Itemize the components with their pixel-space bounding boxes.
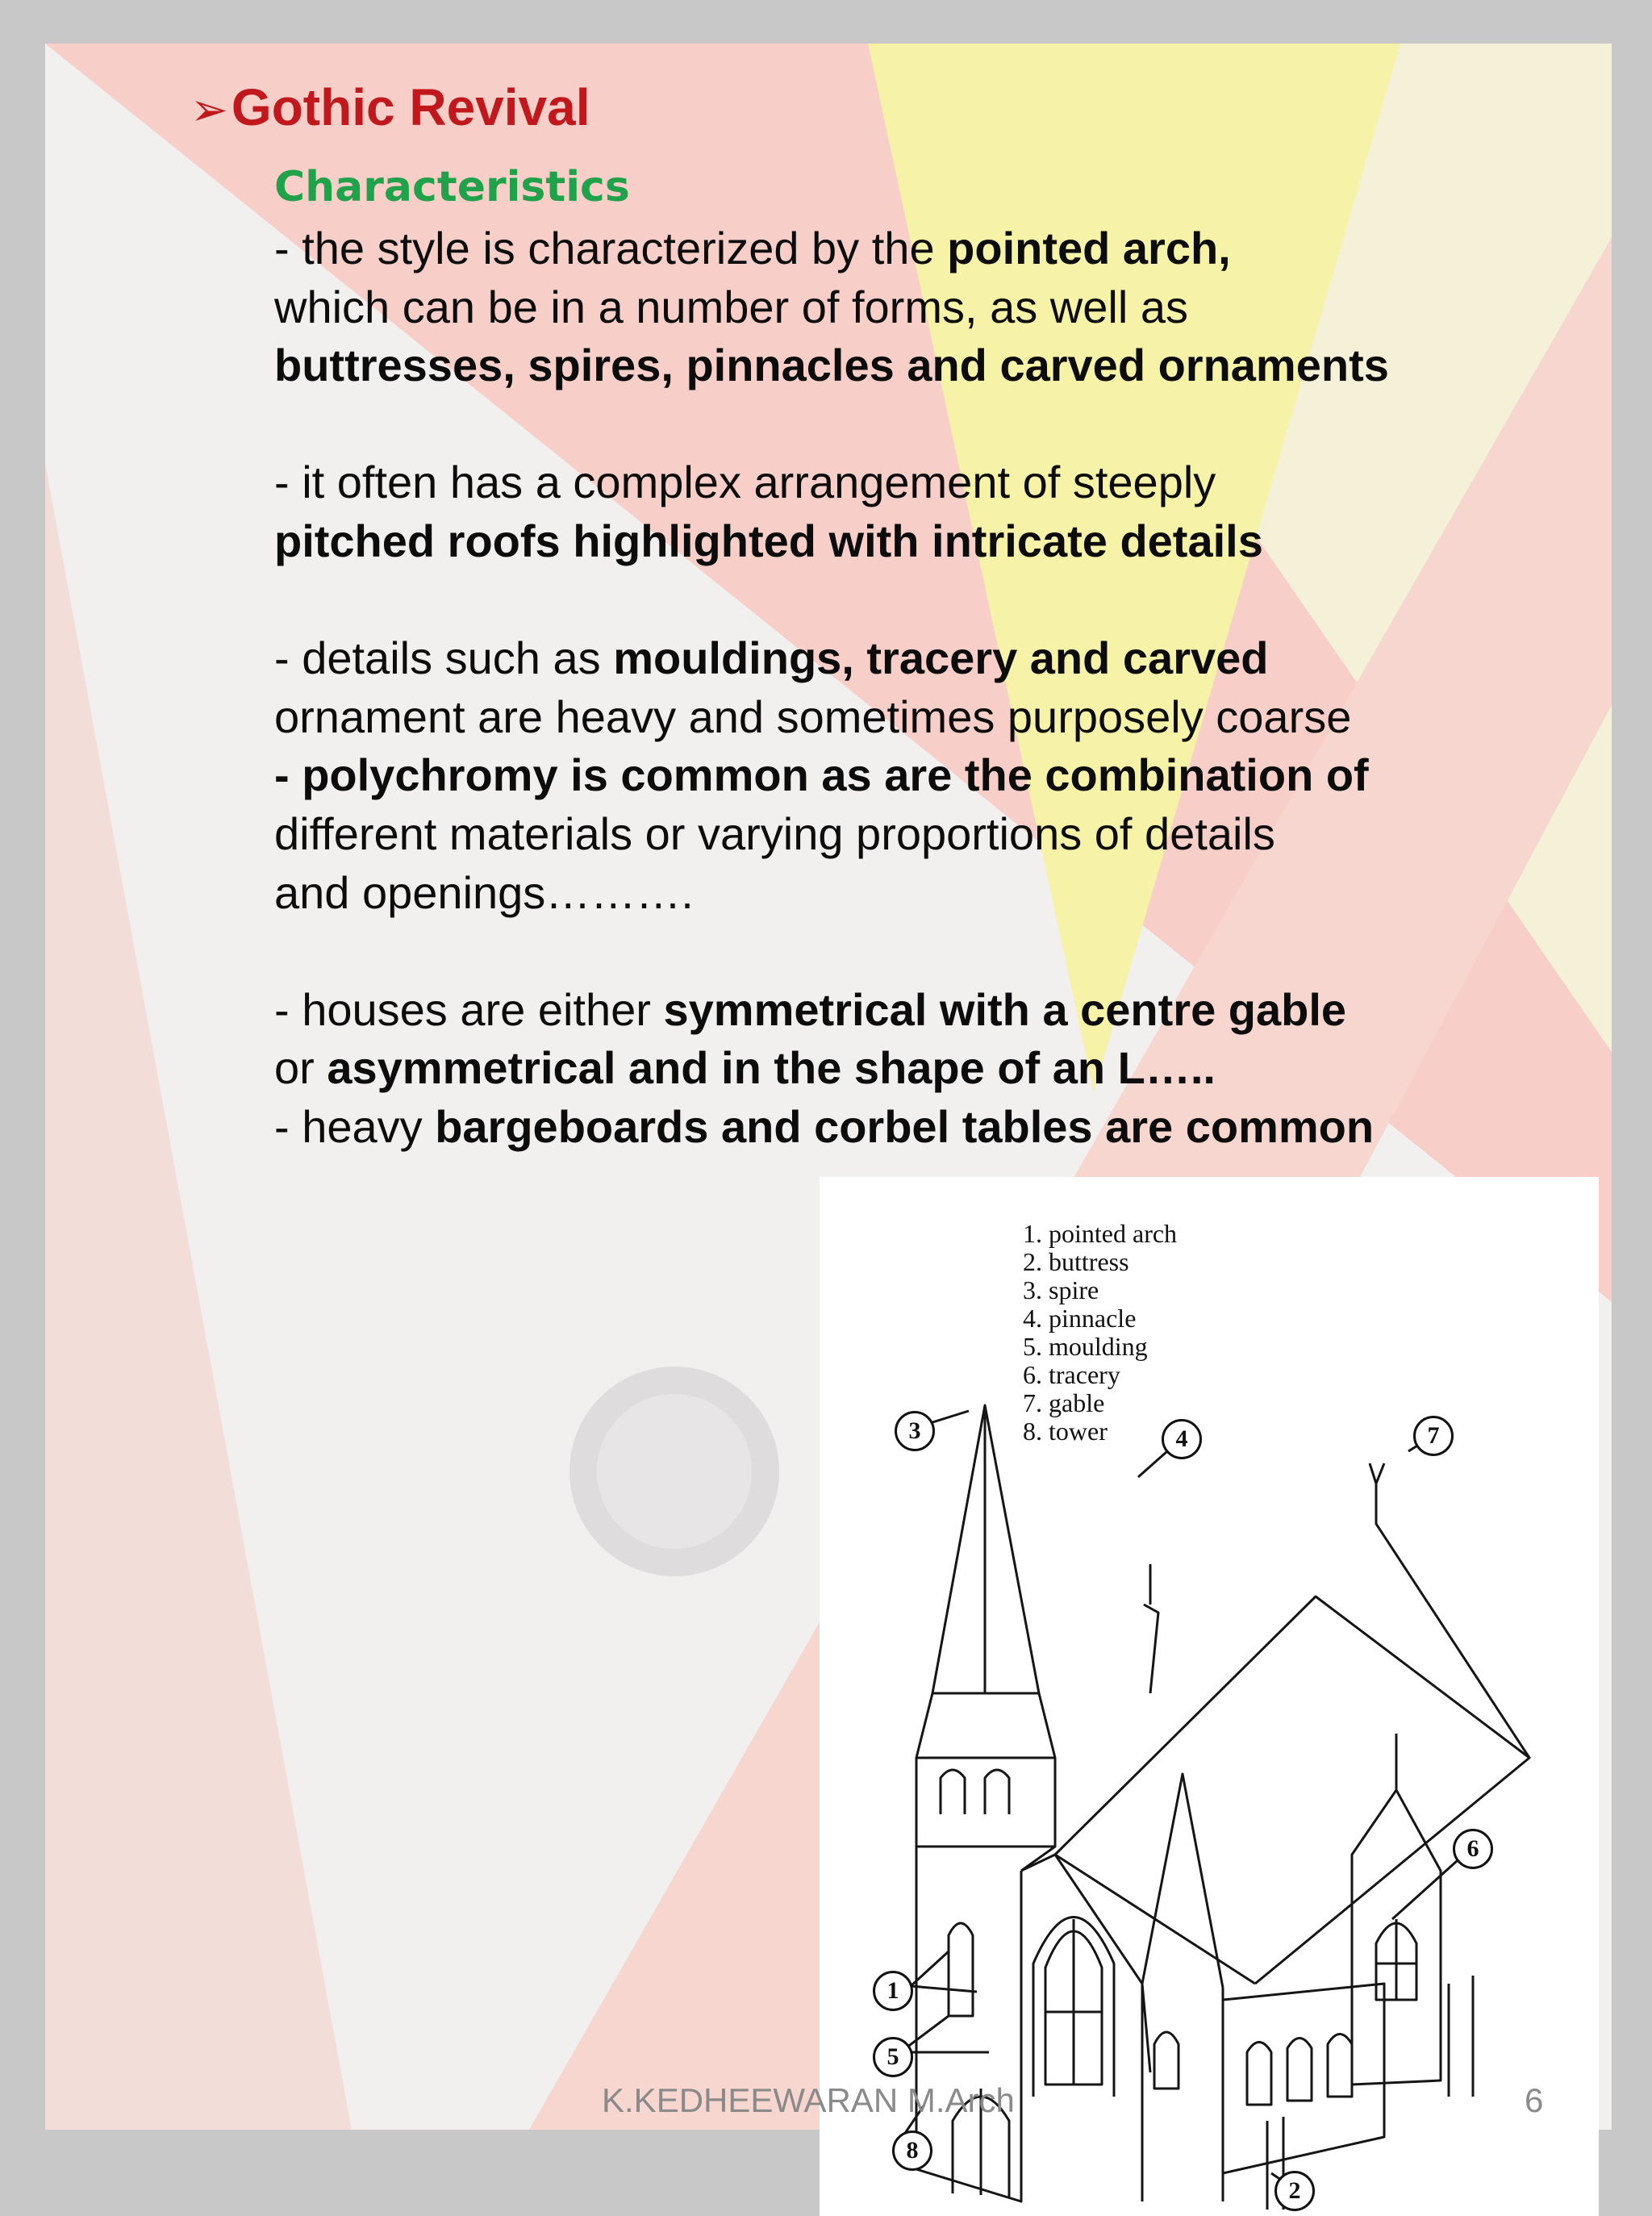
paragraph [274, 453, 1597, 570]
callout-6: 6 [1453, 1829, 1493, 1869]
text-line [274, 336, 1597, 395]
arrow-bullet-icon: ➢ [190, 84, 228, 135]
text-line [274, 864, 1597, 923]
legend-item: 5. moulding [1023, 1332, 1148, 1361]
text-line [274, 1039, 1597, 1098]
callout-1: 1 [873, 1971, 913, 2011]
plain-text: different materials or varying proportions of details [274, 808, 1275, 859]
slide-title-text: Gothic Revival [231, 78, 590, 136]
section-subtitle: Characteristics [274, 163, 630, 211]
church-illustration [820, 1177, 1599, 2216]
text-line [274, 688, 1597, 747]
plain-text: - details such as [274, 632, 614, 684]
legend-item: 8. tower [1023, 1417, 1108, 1446]
footer-author: K.KEDHEEWARAN M.Arch [602, 2081, 1015, 2119]
legend-item: 3. spire [1023, 1275, 1099, 1304]
plain-text: - the style is characterized by the [274, 223, 948, 273]
callout-3: 3 [895, 1411, 935, 1451]
plain-text: - it often has a complex arrangement of steeply [274, 457, 1216, 508]
plain-text: which can be in a number of forms, as well as [274, 281, 1188, 332]
plain-text: ornament are heavy and sometimes purposely coarse [274, 691, 1352, 742]
text-line [274, 1098, 1597, 1157]
bold-text: pointed arch, [947, 223, 1231, 273]
plain-text: or [274, 1042, 327, 1094]
callout-2: 2 [1274, 2171, 1315, 2211]
callout-8: 8 [892, 2130, 932, 2171]
legend-item: 1. pointed arch [1023, 1219, 1178, 1248]
text-line [274, 805, 1597, 864]
bold-text: bargeboards and corbel tables are common [435, 1100, 1375, 1152]
page-number: 6 [1525, 2081, 1544, 2119]
text-line [274, 746, 1597, 805]
paragraph [274, 219, 1597, 395]
plain-text: - heavy [274, 1100, 436, 1152]
text-line [274, 512, 1597, 571]
plain-text: - houses are either [274, 983, 664, 1035]
legend-item: 6. tracery [1023, 1360, 1120, 1389]
legend-item: 4. pinnacle [1023, 1304, 1137, 1333]
legend-item: 7. gable [1023, 1388, 1105, 1417]
text-line [274, 278, 1597, 337]
callout-7: 7 [1413, 1416, 1454, 1456]
bold-text: symmetrical with a centre gable [663, 983, 1347, 1035]
text-line [274, 219, 1597, 278]
bold-text: buttresses, spires, pinnacles and carved ornaments [274, 340, 1389, 391]
callout-5: 5 [873, 2037, 913, 2077]
bold-text: pitched roofs highlighted with intricate details [274, 515, 1263, 566]
plain-text: and openings………. [274, 866, 694, 918]
bold-text: - polychromy is common as are the combination of [274, 749, 1369, 801]
slide-title [190, 77, 590, 137]
legend-item: 2. buttress [1023, 1247, 1129, 1276]
text-line [274, 981, 1597, 1040]
text-line [274, 629, 1597, 688]
bold-text: mouldings, tracery and carved [613, 632, 1269, 684]
gothic-church-figure [820, 1177, 1599, 2216]
figure-legend [1023, 1220, 1177, 1446]
paragraph [274, 629, 1597, 922]
bold-text: asymmetrical and in the shape of an L….. [327, 1042, 1216, 1094]
slide [45, 44, 1612, 2204]
characteristics-text [274, 219, 1597, 1157]
paragraph [274, 981, 1597, 1157]
text-line [274, 453, 1597, 512]
callout-4: 4 [1162, 1419, 1202, 1459]
